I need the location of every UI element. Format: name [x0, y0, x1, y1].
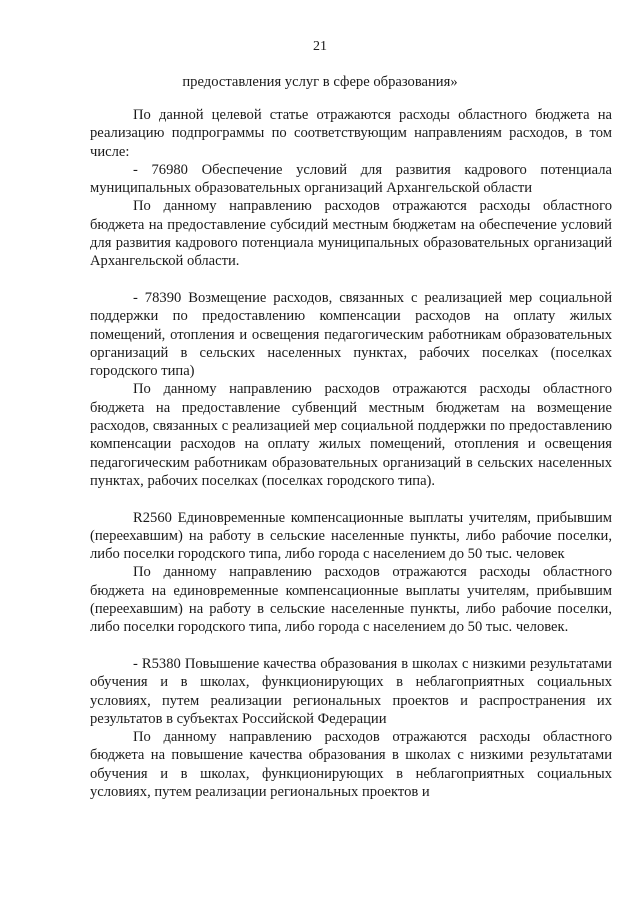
paragraph-intro: По данной целевой статье отражаются расходы областного бюджета на реализацию подпрограммы по соответствующим направлениям расходов, в том числе: — [90, 107, 612, 160]
paragraph-r2560-title: R2560 Единовременные компенсационные выплаты учителям, прибывшим (переехавшим) на работу в сельские населенные пункты, либо рабочие поселки, либо поселки городского типа, либо города с населением до 50 тыс. человек — [90, 509, 612, 563]
paragraph-gap — [90, 271, 612, 289]
paragraph-76980-description: По данному направлению расходов отражаются расходы областного бюджета на предоставление субсидий местным бюджетам на обеспечение условий для развития кадрового потенциала муниципальных образовательных организаций Архангельской области. — [90, 198, 612, 270]
paragraph-78390-title: - 78390 Возмещение расходов, связанных с реализацией мер социальной поддержки по предоставлению компенсации расходов на оплату жилых помещений, отопления и освещения педагогическим работникам образовательных организаций в сельских населенных пунктах, рабочих поселках (поселках городского типа) — [90, 289, 612, 380]
paragraph-r2560-description: По данному направлению расходов отражаются расходы областного бюджета на единовременные компенсационные выплаты учителям, прибывшим (переехавшим) на работу в сельские населенные пункты, либо рабочие поселки, либо поселки городского типа, либо города с населением до 50 тыс. человек. — [90, 564, 612, 636]
paragraph-r5380-description: По данному направлению расходов отражаются расходы областного бюджета на повышение качества образования в школах с низкими результатами обучения и в школах, функционирующих в неблагоприятных социальных условиях, путем реализации региональных проектов и — [90, 729, 612, 800]
paragraph-r5380-title: - R5380 Повышение качества образования в школах с низкими результатами обучения и в школах, функционирующих в неблагоприятных социальных условиях, путем реализации региональных проектов и распространения их результатов в субъектах Российской Федерации — [90, 655, 612, 727]
paragraph-78390-description: По данному направлению расходов отражаются расходы областного бюджета на предоставление субвенций местным бюджетам на возмещение расходов, связанных с реализацией мер социальной поддержки по предоставлению компенсации расходов на оплату жилых помещений, отопления и освещения педагогическим работникам образовательных организаций в сельских населенных пунктах, рабочих поселках (поселках городского типа). — [90, 381, 612, 489]
paragraph-gap — [90, 637, 612, 655]
document-body — [90, 106, 612, 801]
heading-line: предоставления услуг в сфере образования» — [182, 74, 458, 90]
page-number: 21 — [313, 39, 327, 54]
paragraph-gap — [90, 490, 612, 508]
paragraph-76980-title: - 76980 Обеспечение условий для развития кадрового потенциала муниципальных образовательных организаций Архангельской области — [90, 161, 612, 197]
